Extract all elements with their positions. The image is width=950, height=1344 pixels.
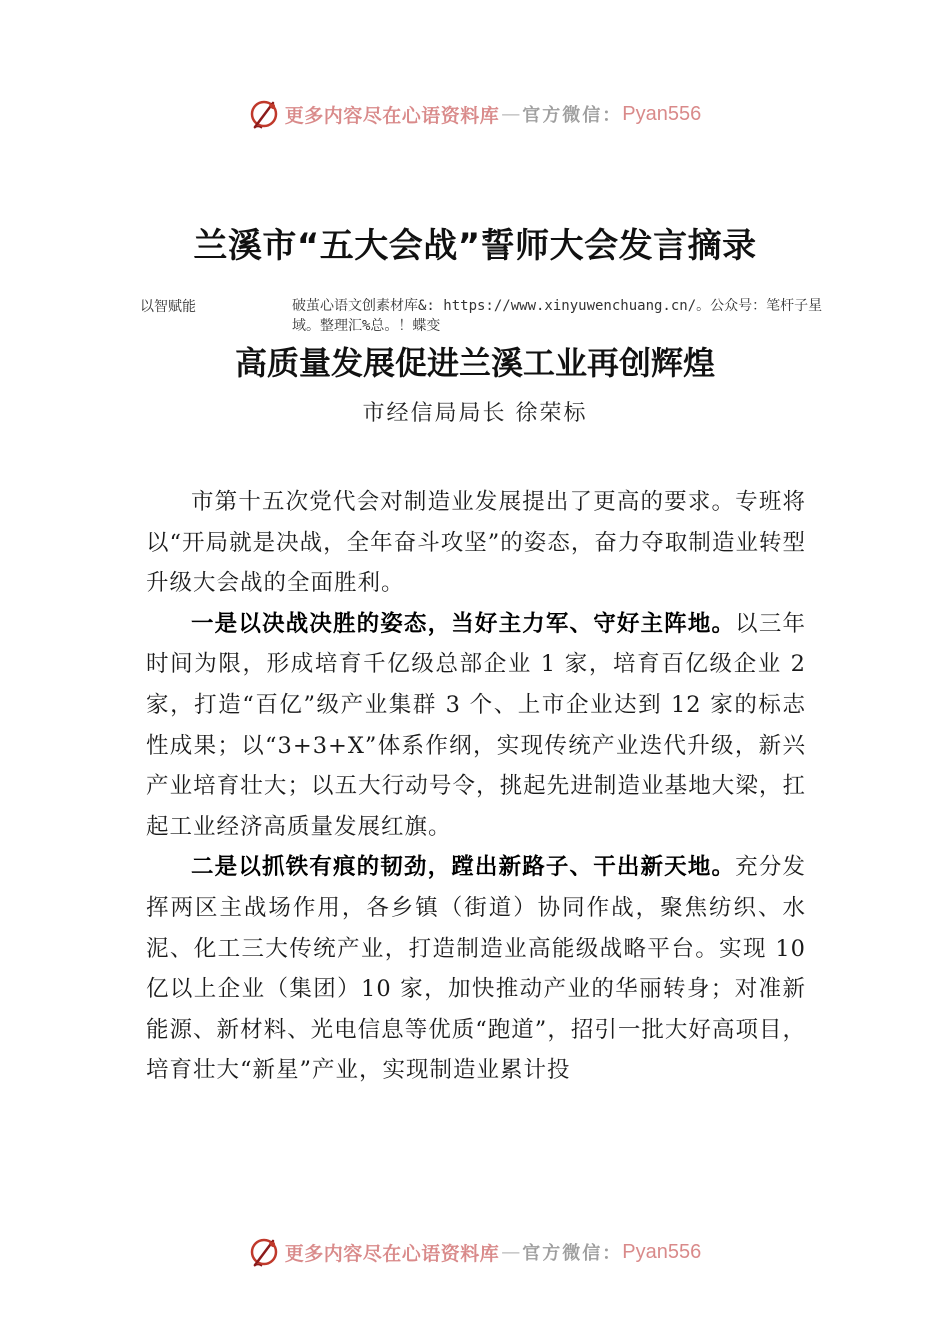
banner-text: 更多内容尽在心语资料库 (284, 104, 500, 127)
quill-pen-seal-icon (249, 97, 279, 131)
banner-separator: — (501, 103, 521, 125)
paragraph-2 (146, 604, 806, 848)
quill-pen-seal-icon (249, 1235, 279, 1269)
banner-separator: — (501, 1241, 521, 1263)
paragraph-text: 市第十五次党代会对制造业发展提出了更高的要求。专班将以“开局就是决战，全年奋斗攻坚”的姿态，奋力夺取制造业转型升级大会战的全面胜利。 (146, 489, 806, 597)
footer-banner (0, 1232, 950, 1272)
banner-wechat-id: Pyan556 (622, 1240, 702, 1263)
paragraph-lead: 一是以决战决胜的姿态，当好主力军、守好主阵地。 (191, 610, 736, 637)
document-title: 兰溪市“五大会战”誓师大会发言摘录 (193, 226, 757, 266)
paragraph-text: 以三年时间为限，形成培育千亿级总部企业 1 家，培育百亿级企业 2 家，打造“百亿”级产业集群 3 个、上市企业达到 12 家的标志性成果；以“3+3+X”体系作纲，实现传统产业迭代升级，新兴产业培育壮大；以五大行动号令，挑起先进制造业基地大梁，扛起工业经济高质量发展红旗。 (146, 610, 806, 840)
source-left: 以智赋能 (140, 299, 196, 315)
document-subtitle: 高质量发展促进兰溪工业再创辉煌 (234, 344, 715, 382)
source-watermark: 破茧心语文创素材库&: https://www.xinyuwenchuang.cn/。公众号：笔杆子星域。整理汇%总。！蝶变 (292, 298, 823, 334)
document-author: 市经信局局长 徐荣标 (362, 401, 588, 426)
paragraph-lead: 二是以抓铁有痕的韧劲，蹚出新路子、干出新天地。 (191, 854, 736, 881)
banner-wechat-label: 官方微信： (522, 105, 623, 126)
banner-wechat-id: Pyan556 (622, 102, 702, 125)
document-body (146, 482, 806, 1091)
paragraph-text: 充分发挥两区主战场作用，各乡镇（街道）协同作战，聚焦纺织、水泥、化工三大传统产业，打造制造业高能级战略平台。实现 10 亿以上企业（集团）10 家，加快推动产业的华丽转身；对准新能源、新材料、光电信息等优质“跑道”，招引一批大好高项目，培育壮大“新星”产业，实现制造业累计投 (146, 854, 806, 1084)
header-banner (0, 94, 950, 134)
banner-text: 更多内容尽在心语资料库 (284, 1242, 500, 1265)
paragraph-1 (146, 482, 806, 604)
banner-wechat-label: 官方微信： (522, 1243, 623, 1264)
paragraph-3 (146, 847, 806, 1091)
